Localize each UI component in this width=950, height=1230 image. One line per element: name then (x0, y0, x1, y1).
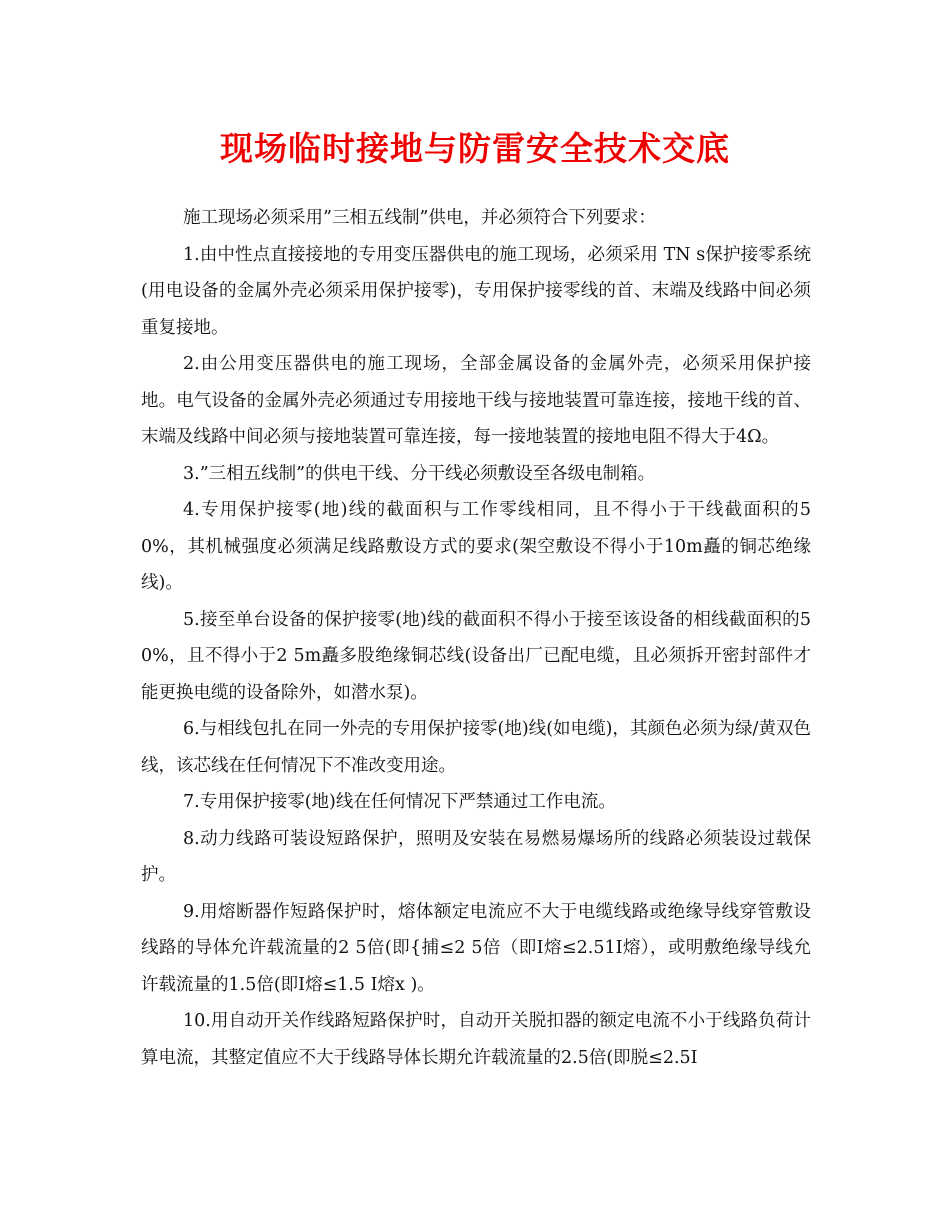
requirement-8-paragraph: 8.动力线路可装设短路保护，照明及安装在易燃易爆场所的线路必须装设过载保护。 (141, 828, 811, 885)
requirement-7-paragraph: 7.专用保护接零(地)线在任何情况下严禁通过工作电流。 (183, 792, 616, 812)
requirement-9-paragraph: 9.用熔断器作短路保护时，熔体额定电流应不大于电缆线路或绝缘导线穿管敷设线路的导体允许载流量的2 5倍(即{捕≤2 5倍（即Ⅰ熔≤2.51I熔），或明敷绝缘导线允许载流量的1.5倍(即Ⅰ熔≤1.5 Ⅰ熔x )。 (141, 901, 811, 995)
requirement-5-paragraph: 5.接至单台设备的保护接零(地)线的截面积不得小于接至该设备的相线截面积的50%，且不得小于2 5m矗多股绝缘铜芯线(设备出厂已配电缆，且必须拆开密封部件才能更换电缆的设备除外，如潜水泵)。 (141, 609, 811, 703)
document-body (141, 200, 811, 1076)
requirement-4-paragraph: 4.专用保护接零(地)线的截面积与工作零线相同，且不得小于干线截面积的50%，其机械强度必须满足线路敷设方式的要求(架空敷设不得小于10m矗的铜芯绝缘线)。 (141, 500, 811, 593)
requirement-1-paragraph: 1.由中性点直接接地的专用变压器供电的施工现场，必须采用 TN s保护接零系统(用电设备的金属外壳必须采用保护接零)，专用保护接零线的首、末端及线路中间必须重复接地。 (141, 244, 811, 338)
requirement-2-paragraph: 2.由公用变压器供电的施工现场，全部金属设备的金属外壳，必须采用保护接地。电气设备的金属外壳必须通过专用接地干线与接地装置可靠连接，接地干线的首、末端及线路中间必须与接地装置可靠连接，每一接地装置的接地电阻不得大于4Ω。 (141, 354, 811, 447)
requirement-3-paragraph: 3.”三相五线制”的供电干线、分干线必须敷设至各级电制箱。 (183, 463, 656, 484)
requirement-10-paragraph: 10.用自动开关作线路短路保护时，自动开关脱扣器的额定电流不小于线路负荷计算电流，其整定值应不大于线路导体长期允许载流量的2.5倍(即脱≤2.5I (141, 1011, 811, 1068)
requirement-6-paragraph: 6.与相线包扎在同一外壳的专用保护接零(地)线(如电缆)，其颜色必须为绿/黄双色线，该芯线在任何情况下不准改变用途。 (141, 719, 811, 776)
intro-paragraph: 施工现场必须采用”三相五线制”供电，并必须符合下列要求： (183, 208, 656, 228)
document-title: 现场临时接地与防雷安全技术交底 (220, 129, 730, 168)
